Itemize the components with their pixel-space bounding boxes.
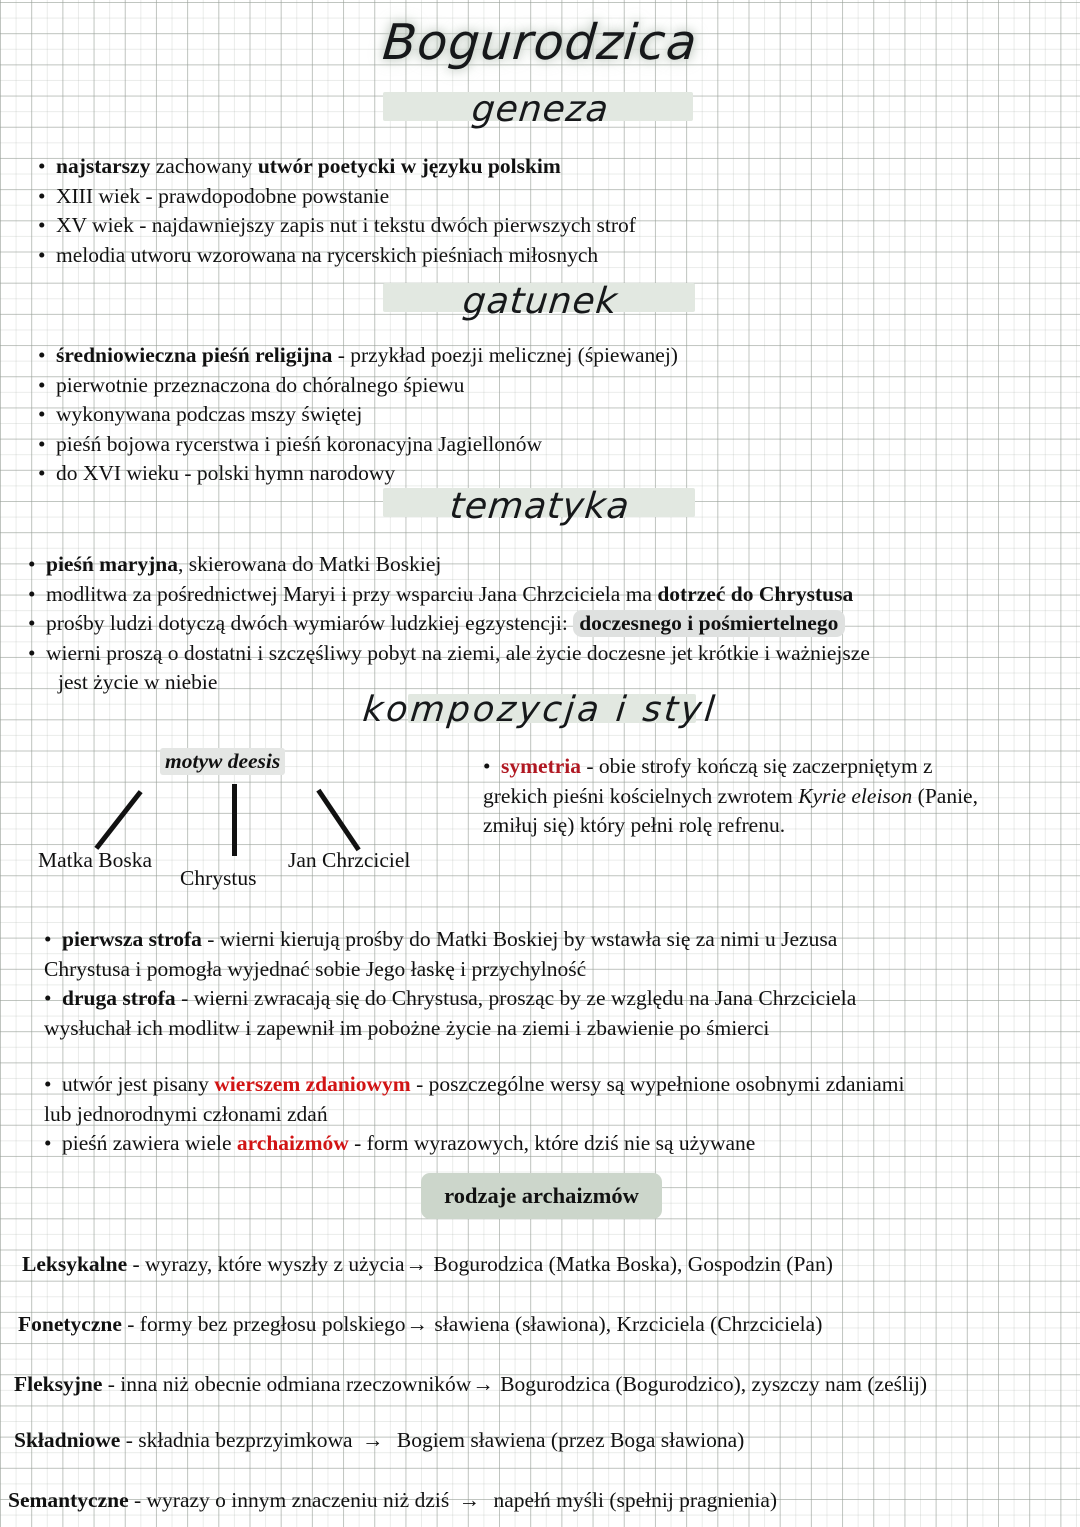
section-heading-tematyka-text: tematyka	[447, 486, 633, 527]
bullet-icon: •	[38, 431, 46, 456]
text: - wierni zwracają się do Chrystusa, prosząc by ze względu na Jana Chrzciciela	[175, 986, 857, 1010]
text: pieśń zawiera wiele	[62, 1131, 237, 1155]
text: XV wiek - najdawniejszy zapis nut i tekstu dwóch pierwszych strof	[56, 213, 636, 237]
bullet-icon: •	[44, 986, 52, 1010]
bold-text: druga strofa	[62, 986, 176, 1010]
arrow-icon: →	[472, 1372, 494, 1396]
symetria-note	[483, 752, 993, 841]
highlighted-bold-text: doczesnego i pośmiertelnego	[573, 610, 845, 637]
bold-text: pieśń maryjna	[46, 552, 178, 576]
list-item-continuation: jest życie w niebie	[58, 670, 218, 694]
list-item	[44, 1129, 905, 1159]
deesis-node-jan-chrzciciel: Jan Chrzciciel	[288, 848, 411, 872]
archaism-examples: Bogurodzica (Matka Boska), Gospodzin (Pan)	[428, 1252, 833, 1276]
text: pierwotnie przeznaczona do chóralnego śpiewu	[56, 372, 465, 397]
bold-text: dotrzeć do Chrystusa	[657, 581, 854, 606]
section-heading-geneza-text: geneza	[469, 89, 611, 130]
section-heading-gatunek	[0, 281, 1080, 322]
list-item	[28, 550, 870, 580]
archaism-definition: - wyrazy, które wyszły z użycia	[127, 1252, 405, 1276]
list-item	[44, 984, 856, 1014]
bullet-icon: •	[44, 927, 52, 951]
text: - obie strofy kończą się zaczerpniętym z grekich pieśni kościelnych zwrotem	[483, 754, 933, 808]
bullet-icon: •	[38, 242, 46, 267]
list-item	[28, 639, 870, 669]
deesis-diagram	[30, 748, 470, 898]
bold-text: średniowieczna pieśń religijna	[56, 343, 333, 367]
arrow-icon: →	[458, 1488, 481, 1512]
section-heading-kompozycja	[0, 690, 1080, 730]
archaism-row	[22, 1252, 1080, 1277]
archaism-row	[18, 1312, 1080, 1337]
page-title	[0, 14, 1080, 71]
section-heading-kompozycja-text: kompozycja i styl	[360, 690, 720, 730]
list-item	[38, 341, 678, 371]
archaism-examples: Bogurodzica (Bogurodzico), zyszczy nam (ześlij)	[494, 1372, 928, 1396]
bullet-icon: •	[38, 154, 46, 178]
bullet-icon: •	[44, 1072, 52, 1096]
list-item	[38, 400, 678, 430]
archaism-category: Składniowe	[14, 1428, 121, 1452]
list-item-continuation: wysłuchał ich modlitw i zapewnił im pobożne życie na ziemi i zbawienie po śmierci	[44, 1015, 770, 1040]
bullet-icon: •	[38, 343, 46, 367]
deesis-connector-right	[316, 789, 360, 851]
list-item-continuation: lub jednorodnymi członami zdań	[44, 1101, 328, 1126]
archaism-definition: - składnia bezprzyimkowa	[120, 1428, 358, 1452]
text: - poszczególne wersy są wypełnione osobnymi zdaniami	[410, 1072, 905, 1096]
bullet-icon: •	[44, 1131, 52, 1155]
list-item	[44, 925, 856, 955]
bullet-list-tematyka	[28, 550, 870, 698]
list-item	[38, 371, 678, 401]
archaism-row	[14, 1428, 1080, 1453]
list-item	[38, 211, 636, 241]
bold-text: najstarszy	[56, 154, 156, 178]
archaism-examples: Bogiem sławiena (przez Boga sławiona)	[391, 1428, 745, 1452]
bold-text: utwór poetycki w języku polskim	[257, 154, 561, 178]
deesis-node-matka-boska: Matka Boska	[38, 848, 153, 872]
deesis-connector-middle	[232, 784, 237, 856]
arrow-icon: →	[405, 1252, 428, 1276]
archaism-examples: sławiena (sławiona), Krzciciela (Chrzciciela)	[429, 1312, 823, 1336]
bullet-icon: •	[38, 372, 46, 397]
section-heading-tematyka	[0, 486, 1080, 527]
rodzaje-archaizmow-label: rodzaje archaizmów	[444, 1183, 639, 1208]
archaism-category: Leksykalne	[22, 1252, 128, 1276]
archaism-definition: - inna niż obecnie odmiana rzeczowników	[102, 1372, 472, 1396]
keyword-red: symetria	[501, 754, 581, 778]
list-item	[38, 152, 636, 182]
keyword-red: archaizmów	[236, 1131, 349, 1155]
list-item	[44, 1070, 905, 1100]
text: wykonywana podczas mszy świętej	[56, 402, 363, 426]
text: modlitwa za pośrednictwej Maryi i przy wsparciu Jana Chrzciciela ma	[46, 581, 658, 606]
archaism-row	[8, 1488, 1080, 1513]
deesis-label: motyw deesis	[160, 748, 285, 775]
list-item	[38, 241, 636, 271]
text: utwór jest pisany	[62, 1072, 215, 1096]
list-item	[28, 609, 870, 639]
archaism-examples: napełń myśli (spełnij pragnienia)	[488, 1488, 778, 1512]
list-item-continuation: Chrystusa i pomogła wyjednać sobie Jego łaskę i przychylność	[44, 956, 587, 981]
text: (Panie, zmiłuj się) który pełni rolę refrenu.	[483, 783, 978, 837]
text: XIII wiek - prawdopodobne powstanie	[56, 183, 390, 208]
list-item	[28, 580, 870, 610]
archaism-category: Semantyczne	[8, 1488, 129, 1512]
list-item	[38, 430, 678, 460]
archaism-category: Fleksyjne	[14, 1372, 103, 1396]
text: , skierowana do Matki Boskiej	[178, 552, 442, 576]
text: - przykład poezji melicznej (śpiewanej)	[332, 343, 678, 367]
bullet-icon: •	[38, 402, 46, 426]
arrow-icon: →	[406, 1312, 428, 1336]
section-heading-geneza	[0, 89, 1080, 130]
archaism-definition: - wyrazy o innym znaczeniu niż dziś	[128, 1488, 455, 1512]
deesis-node-chrystus: Chrystus	[180, 866, 257, 890]
bullet-icon: •	[28, 552, 36, 576]
arrow-icon: →	[361, 1428, 384, 1452]
bullet-list-gatunek	[38, 341, 678, 489]
rodzaje-archaizmow-box	[421, 1173, 662, 1219]
list-item	[38, 182, 636, 212]
bullet-list-strofy	[44, 925, 856, 1043]
text: pieśń bojowa rycerstwa i pieśń koronacyjna Jagiellonów	[56, 431, 543, 456]
bullet-icon: •	[38, 213, 46, 237]
page-title-text: Bogurodzica	[380, 14, 700, 71]
text: zachowany	[155, 154, 258, 178]
section-heading-gatunek-text: gatunek	[460, 281, 620, 322]
archaism-row	[14, 1372, 1080, 1397]
deesis-connector-left	[94, 790, 142, 850]
text: prośby ludzi dotyczą dwóch wymiarów ludzkiej egzystencji:	[46, 611, 574, 635]
bullet-icon: •	[38, 183, 46, 208]
text: wierni proszą o dostatni i szczęśliwy pobyt na ziemi, ale życie doczesne jet krótkie i ważniejsze	[46, 640, 870, 665]
italic-term: Kyrie eleison	[798, 783, 913, 808]
bullet-icon: •	[38, 461, 46, 485]
archaism-definition: - formy bez przegłosu polskiego	[121, 1312, 406, 1336]
text: - form wyrazowych, które dziś nie są używane	[348, 1131, 756, 1155]
text: - wierni kierują prośby do Matki Boskiej by wstawła się za nimi u Jezusa	[201, 927, 838, 951]
bullet-icon: •	[28, 581, 36, 606]
bullet-icon: •	[28, 640, 36, 665]
bullet-list-styl	[44, 1070, 905, 1159]
list-item	[38, 459, 678, 489]
keyword-red: wierszem zdaniowym	[214, 1072, 411, 1096]
archaism-category: Fonetyczne	[18, 1312, 122, 1336]
text: melodia utworu wzorowana na rycerskich pieśniach miłosnych	[56, 242, 599, 267]
bullet-icon: •	[28, 611, 36, 635]
bold-text: pierwsza strofa	[62, 927, 202, 951]
text: do XVI wieku - polski hymn narodowy	[56, 461, 396, 485]
bullet-list-geneza	[38, 152, 636, 270]
bullet-icon: •	[483, 754, 491, 778]
